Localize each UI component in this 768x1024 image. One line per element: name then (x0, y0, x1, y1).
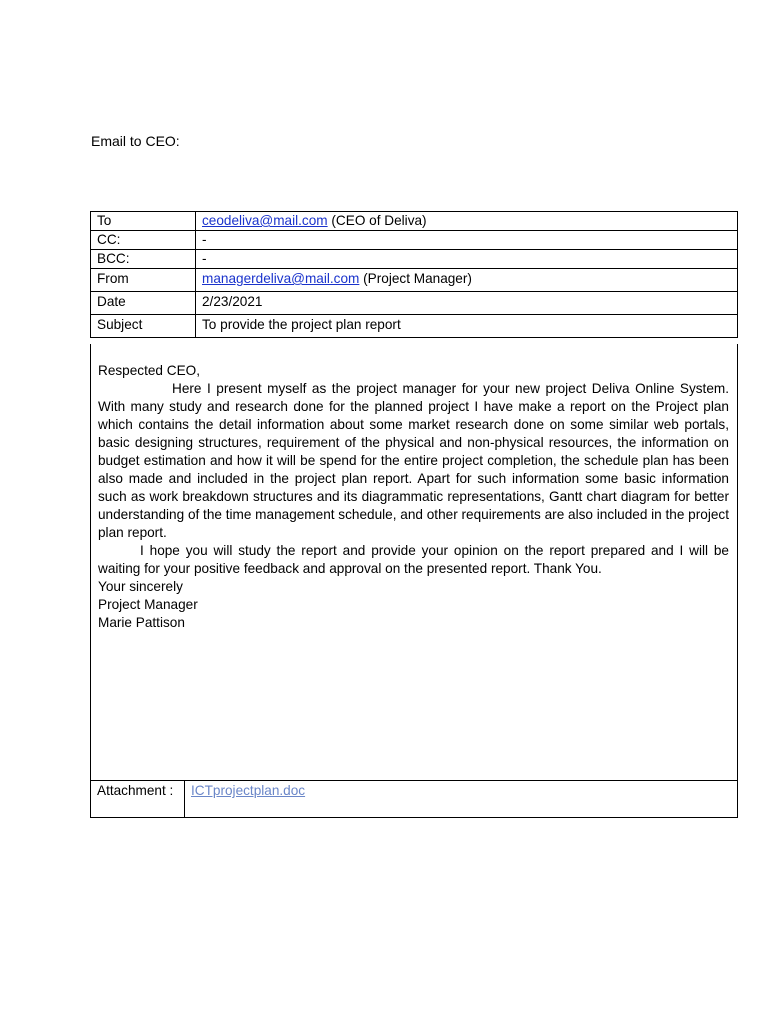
to-label: To (91, 212, 196, 231)
to-note: (CEO of Deliva) (327, 213, 427, 228)
body-paragraph-1: Here I present myself as the project manager for your new project Deliva Online System. With many study and research done for the planned project I have make a report on the Project plan which contains the detail information about some market research done on some similar web portals, basic designing structures, requirement of the physical and non-physical resources, the information on budget estimation and how it will be spend for the entire project completion, the schedule plan has been also made and included in the project plan report. Apart for such information some basic information such as work breakdown structures and its diagrammatic representations, Gantt chart diagram for better understanding of the time management schedule, and other requirements are also included in the project plan report. (98, 381, 729, 540)
email-body (98, 362, 729, 632)
from-row (91, 269, 738, 292)
attachment-file-link[interactable]: ICTprojectplan.doc (191, 783, 306, 798)
attachment-row (91, 781, 738, 818)
to-row (91, 212, 738, 231)
cc-value: - (196, 231, 738, 250)
to-value (196, 212, 738, 231)
attachment-value (185, 781, 738, 818)
email-header-table (90, 211, 738, 338)
attachment-label: Attachment : (91, 781, 185, 818)
date-label: Date (91, 292, 196, 315)
bcc-row (91, 250, 738, 269)
subject-value: To provide the project plan report (196, 315, 738, 338)
attachment-table (90, 780, 738, 818)
cc-label: CC: (91, 231, 196, 250)
from-label: From (91, 269, 196, 292)
body-paragraph-2: I hope you will study the report and provide your opinion on the report prepared and I will be waiting for your positive feedback and approval on the presented report. Thank You. (98, 543, 729, 576)
closing: Your sincerely (98, 579, 183, 594)
subject-row (91, 315, 738, 338)
bcc-label: BCC: (91, 250, 196, 269)
date-value: 2/23/2021 (196, 292, 738, 315)
subject-label: Subject (91, 315, 196, 338)
signature-title: Project Manager (98, 597, 198, 612)
cc-row (91, 231, 738, 250)
bcc-value: - (196, 250, 738, 269)
from-email-link[interactable]: managerdeliva@mail.com (202, 271, 360, 286)
from-note: (Project Manager) (359, 271, 472, 286)
page-heading: Email to CEO: (91, 133, 180, 149)
email-body-box (90, 344, 738, 781)
to-email-link[interactable]: ceodeliva@mail.com (202, 213, 328, 228)
greeting: Respected CEO, (98, 363, 200, 378)
from-value (196, 269, 738, 292)
date-row (91, 292, 738, 315)
signature-name: Marie Pattison (98, 615, 185, 630)
